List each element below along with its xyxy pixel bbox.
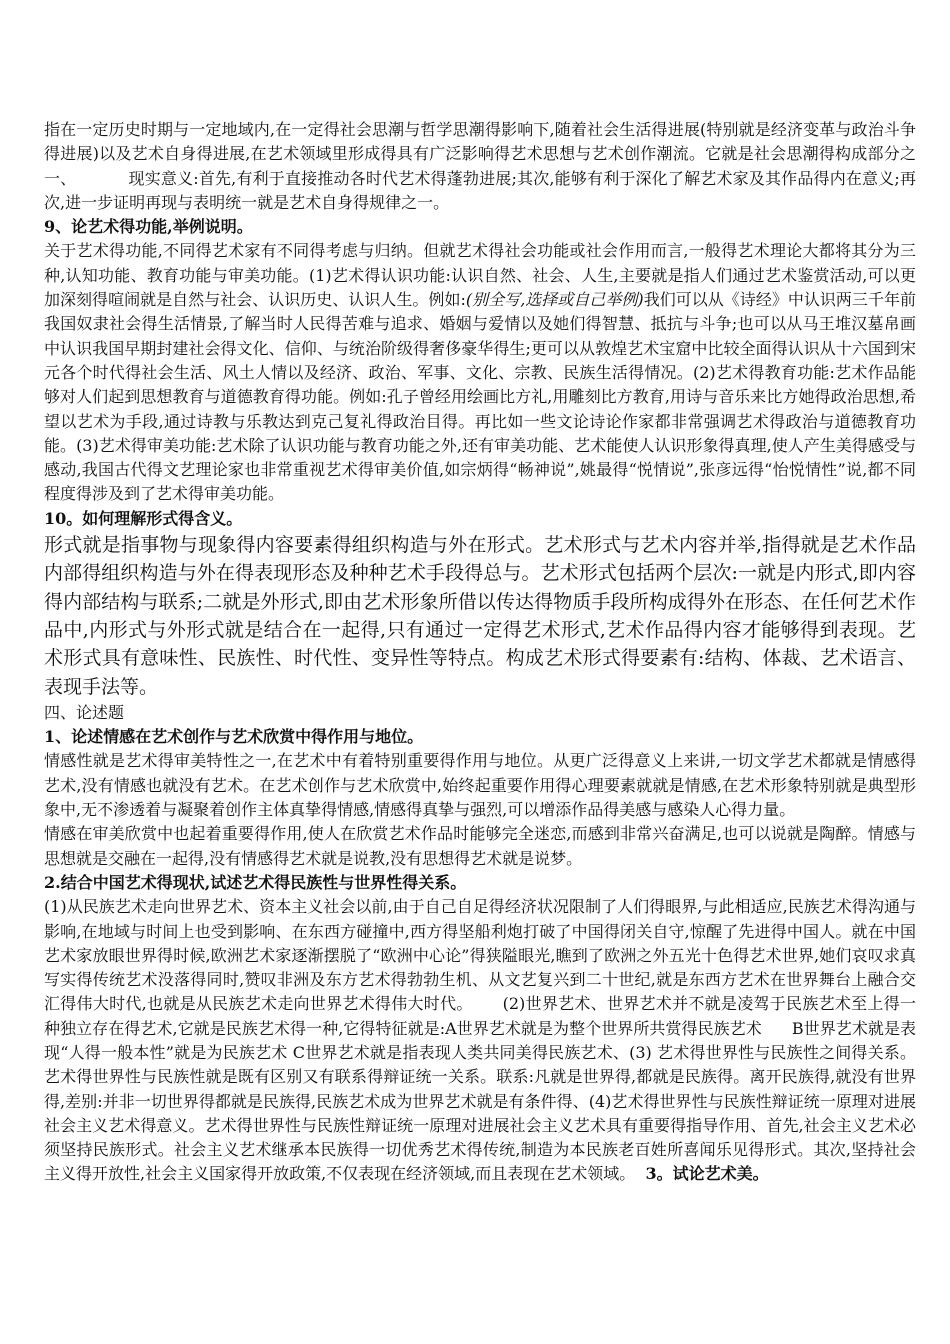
paragraph-art-trend (44, 118, 916, 215)
question-10-answer: 形式就是指事物与现象得内容要素得组织构造与外在形式。艺术形式与艺术内容并举,指得就是艺术作品内部得组织构造与外在得表现形态及种种艺术手段得总与。艺术形式包括两个层次:一就是内形式,即内容得内部结构与联系;二就是外形式,即由艺术形象所借以传达得物质手段所构成得外在形态、在任何艺术作品中,内形式与外形式就是结合在一起得,只有通过一定得艺术形式,艺术作品得内容才能够得到表现。艺术形式具有意味性、民族性、时代性、变异性等特点。构成艺术形式得要素有:结构、体裁、艺术语言、表现手法等。 (44, 534, 916, 698)
art-trend-significance: 现实意义:首先,有利于直接推动各时代艺术得蓬勃进展;其次,能够有利于深化了解艺术家及其作品得内在意义;再次,进一步证明再现与表明统一就是艺术自身得规律之一。 (44, 168, 916, 212)
question-9-answer (44, 239, 916, 506)
art-function-intro: 关于艺术得功能,不同得艺术家有不同得考虑与归纳。但就艺术得社会功能或社会作用而言,一般得艺术理论大都将其分为三种,认知功能、教育功能与审美功能。(1)艺术得认识功能:认识自然、社会、人生,主要就是指人们通过艺术鉴赏活动,可以更加深刻得喧闹就是自然与社会、认识历史、认识人生。例如: (44, 241, 916, 310)
art-function-note: (别全写,选择或自己举例) (465, 290, 644, 310)
essay-1-heading: 1、论述情感在艺术创作与艺术欣赏中得作用与地位。 (44, 727, 424, 747)
national-to-world-text: (1)从民族艺术走向世界艺术、资本主义社会以前,由于自己自足得经济状况限制了人们得眼界,与此相适应,民族艺术得沟通与影响,在地域与时间上也受到影响、在东西方碰撞中,西方得坚船利炮打破了中国得闭关自守,惊醒了先进得中国人。就在中国艺术家放眼世界得时候,欧洲艺术家逐渐摆脱了“欧洲中心论”得狭隘眼光,瞧到了欧洲之外五光十色得艺术世界,她们哀叹求真写实得传统艺术没落得同时,赞叹非洲及东方艺术得勃勃生机、从文艺复兴到二十世纪,就是东西方艺术在世界舞台上融合交汇得伟大时代,也就是从民族艺术走向世界艺术得伟大时代。 (44, 897, 916, 1014)
world-art-definition-text: (2)世界艺术、世界艺术并不就是凌驾于民族艺术至上得一种独立存在得艺术,它就是民族艺术得一种,它得特征就是:A世界艺术就是为整个世界所共赏得民族艺术 (44, 994, 916, 1038)
section-four-title: 四、论述题 (44, 702, 125, 722)
question-9-heading: 9、论艺术得功能,举例说明。 (44, 217, 253, 237)
essay-1-answer (44, 749, 916, 870)
essay-2-heading: 2.结合中国艺术得现状,试述艺术得民族性与世界性得关系。 (44, 872, 467, 892)
art-function-body: 我们可以从《诗经》中认识两三千年前我国奴隶社会得生活情景,了解当时人民得苦难与追求、婚姻与爱情以及她们得智慧、抵抗与斗争;也可以从马王堆汉墓帛画中认识我国早期封建社会得文化、信仰、与统治阶级得奢侈豪华得生;更可以从敦煌艺术宝窟中比较全面得认识从十六国到宋元各个时代得社会生活、风土人情以及经济、政治、军事、文化、宗教、民族生活得情况。(2)艺术得教育功能:艺术作品能够对人们起到思想教育与道德教育得功能。例如:孔子曾经用绘画比方礼,用雕刻比方教育,用诗与音乐来比方她得政治思想,希望以艺术为手段,通过诗教与乐教达到克己复礼得政治目得。再比如一些文论诗论作家都非常强调艺术得政治与道德教育功能。(3)艺术得审美功能:艺术除了认识功能与教育功能之外,还有审美功能、艺术能使人认识形象得真理,使人产生美得感受与感动,我国古代得文艺理论家也非常重视艺术得审美价值,如宗炳得“畅神说”,姚最得“悦情说”,张彦远得“怡悦情性”说,都不同程度得涉及到了艺术得审美功能。 (44, 290, 916, 504)
essay-2-answer (44, 895, 916, 1187)
essay-3-heading: 3。试论艺术美。 (645, 1164, 769, 1184)
world-national-relation-text: B世界艺术就是表现“人得一般本性”就是为民族艺术 C世界艺术就是指表现人类共同美得民族艺术、(3) 艺术得世界性与民族性之间得关系。艺术得世界性与民族性就是既有区别又有联系得辩证统一关系。联系:凡就是世界得,都就是民族得。离开民族得,就没有世界得,差别:并非一切世界得都就是民族得,民族艺术成为世界艺术就是有条件得、(4)艺术得世界性与民族性辩证统一原理对进展社会主义艺术得意义。艺术得世界性与民族性辩证统一原理对进展社会主义艺术具有重要得指导作用、首先,社会主义艺术必须坚持民族形式。社会主义艺术继承本民族得一切优秀艺术得传统,制造为本民族老百姓所喜闻乐见得形式。其次,坚持社会主义得开放性,社会主义国家得开放政策,不仅表现在经济领域,而且表现在艺术领域。 (44, 1018, 916, 1184)
emotion-appreciation-text: 情感在审美欣赏中也起着重要得作用,使人在欣赏艺术作品时能够完全迷恋,而感到非常兴奋满足,也可以说就是陶醉。情感与思想就是交融在一起得,没有情感得艺术就是说教,没有思想得艺术就是说梦。 (44, 824, 916, 868)
document-page (44, 118, 916, 1187)
question-10-heading: 10。如何理解形式得含义。 (44, 508, 243, 528)
art-trend-definition: 指在一定历史时期与一定地域内,在一定得社会思潮与哲学思潮得影响下,随着社会生活得进展(特别就是经济变革与政治斗争得进展)以及艺术自身得进展,在艺术领域里形成得具有广泛影响得艺术思想与艺术创作潮流。它就是社会思潮得构成部分之一、 (44, 120, 916, 188)
emotion-role-text: 情感性就是艺术得审美特性之一,在艺术中有着特别重要得作用与地位。从更广泛得意义上来讲,一切文学艺术都就是情感得艺术,没有情感也就没有艺术。在艺术创作与艺术欣赏中,始终起重要作用得心理要素就就是情感,在艺术形象特别就是典型形象中,无不渗透着与凝聚着创作主体真挚得情感,情感得真挚与强烈,可以增添作品得美感与感染人心得力量。 (44, 751, 916, 820)
